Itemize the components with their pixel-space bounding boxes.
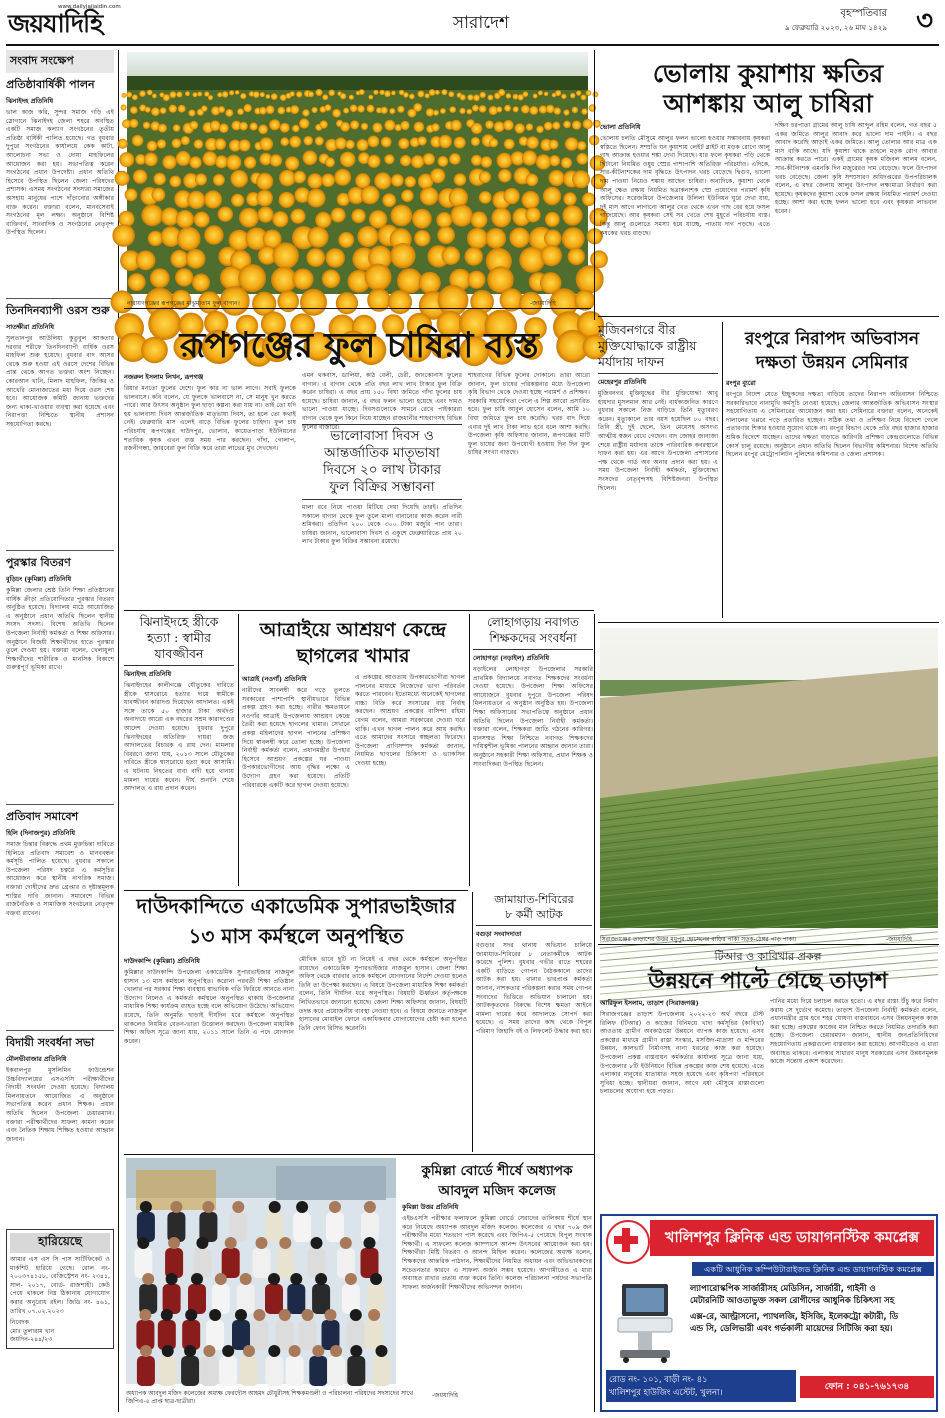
rangpur-headline-1: রংপুরে নিরাপদ অভিবাসন [744, 329, 919, 349]
veteran-byline: মেহেরপুর প্রতিনিধি [598, 378, 647, 386]
ultrasound-machine-icon [608, 1280, 684, 1364]
clinic-advertisement [600, 1214, 938, 1412]
marigold-field-image [127, 52, 588, 294]
subhead-line: আন্তর্জাতিক মাতৃভাষা [324, 445, 440, 461]
clinic-title: খালিশপুর ক্লিনিক এন্ড ডায়াগনস্টিক কমপ্লেক্স [650, 1220, 934, 1256]
bhola-byline: ভোলা প্রতিনিধি [600, 123, 641, 131]
newspaper-logo: জয়যাদিহি [8, 9, 103, 38]
jamaat-byline: বগুড়া সংবাদদাতা [476, 930, 522, 938]
clinic-address [606, 1370, 796, 1402]
rangpur-text: রংপুরে বিদেশ যেতে ইচ্ছুকদের দক্ষতা বাড়িয়ে তাদের নিরাপদ অভিবাসন নিশ্চিতে সরকারিভাবে নানামুখি কর্মসূচি নেওয়া হয়েছে। জেলার আন্তর্জাতিক অভিবাসন সংস্থার সহযোগিতায় এ সেমিনারের আয়োজন করা হয়। সেমিনারে বক্তারা বলেন, অনেকেই দালালের খপ্পরে পড়ে প্রতারিত হচ্ছেন। সঠিক তথ্য ও প্রশিক্ষণ নিয়ে বিদেশে গেলে প্রতারণার শিকার হওয়ার সুযোগ থাকে না। রংপুর বিভাগ থেকে প্রতি বছর হাজার হাজার শ্রমিক বিদেশে যাচ্ছেন। তাদের দক্ষতা বাড়াতে কারিগরি প্রশিক্ষণ কেন্দ্রগুলোতে বিভিন্ন কোর্স চালু রয়েছে। অনুষ্ঠানে প্রধান অতিথি ছিলেন বিভাগীয় কমিশনার। বিশেষ অতিথি ছিলেন রংপুর মেট্রোপলিটন পুলিশের কমিশনার ও জেলা প্রশাসক। [726, 391, 938, 459]
brief-item [6, 554, 114, 801]
brief-item [6, 76, 114, 295]
tarash-text-col1: সিরাজগঞ্জের তাড়াশ উপজেলায় ২০২২-২৩ অর্থ বছরে টেস্ট রিলিফ (টিআর) ও কাজের বিনিময়ে খাদ্য কর্মসূচির (কাবিখা) আওতায় গ্রামীণ অবকাঠামো উন্নয়নে ব্যাপক কাজ হয়েছে। এসব প্রকল্পের মাধ্যমে গ্রামীণ রাস্তা সংস্কার, মসজিদ-মাদ্রাসা ও মন্দিরের উন্নয়ন, কালভার্ট নির্মাণসহ নানা ধরনের কাজ করা হয়েছে। উপজেলা প্রকল্প বাস্তবায়ন কর্মকর্তার কার্যালয় সূত্রে জানা যায়, উপজেলার ৮টি ইউনিয়নে বিভিন্ন প্রকল্পের কাজ শেষ হয়েছে। এতে এলাকার মানুষের যাতায়াত সহজ হয়েছে এবং কৃষিপণ্য পরিবহনে সুবিধা হচ্ছে। স্থানীয়রা জানান, আগে বর্ষা মৌসুমে রাস্তাগুলো চলাচলের অযোগ্য হয়ে পড়ত। [600, 1011, 764, 1096]
paddy-field-image [600, 628, 938, 928]
clinic-services-intro [690, 1282, 934, 1306]
college-photo-caption: অধ্যাপক আবদুল মজিদ কলেজের অধ্যক্ষ ফেরদৌস আহমদ চৌধুরীসহ শিক্ষকমণ্ডলী ও পরিচালনা পরিষদের সদস্যদের সাথে জিপিএ-৫ প্রাপ্ত ছাত্র-ছাত্রীরা। [126, 1390, 413, 1405]
headline-line: মর্যাদায় দাফন [598, 354, 665, 369]
bhola-text-col2: দক্ষিণ চরপাতা গ্রামের আলু চাষি আব্দুল রহিম বলেন, গত বছর ৫ একর জমিতে আলুর আবাদ করে ভালো দাম পাইনি। এ বছর আবাদ করেছি আড়াই একর জমিতে। আলু তোলার আর মাত্র এক মাস বাকি আছে। যদি কুয়াশা থাকে তাহলে মড়ক রোগ আবার আক্রান্ত করতে পারে। একই গ্রামের কৃষক মজিবল আলম বলেন, সার-কীটনাশক এমনকি দিন মজুরেরও দাম বেড়েছে। ফলে উৎপাদন খরচ বেড়েছে। জেলা কৃষি সম্প্রসারণ অধিদপ্তরের উপপরিচালক বলেন, এ বছর জেলায় আলুর উৎপাদন লক্ষ্যমাত্রা নির্ধারণ করা হয়েছে। কৃষকদের কুয়াশা থেকে ফসল রক্ষায় নিয়মিত পরামর্শ দেওয়া হচ্ছে। আশা করা হচ্ছে ফলন ভালো হবে এবং কৃষকরা লাভবান হবেন। [775, 122, 937, 215]
rule [598, 622, 939, 623]
section-name: সারাদেশ [452, 13, 510, 33]
tarash-col2 [770, 998, 938, 1210]
atrai-col1 [242, 674, 350, 884]
lost-notice-signature: নিবেদক [10, 1319, 29, 1327]
brief-byline: মৌলভীবাজার প্রতিনিধি [6, 1055, 67, 1063]
rupganj-sub-text: মালা রবে নিয়ে পাওয়া মিটিয়ে দেয়া দিয়েছি তারই। প্রতিদিন সকালে বাগান থেকে ফুল তুলে মালা বানানোর কাজ করেন নারী শ্রমিকরা। প্রতিদিন ২০০ থেকে ৩০০ টাকা মজুরি পান তারা। চাষিরা জানান, ভালোবাসা দিবস ও একুশে ফেব্রুয়ারিতে প্রায় ২০ লাখ টাকার ফুল বিক্রির সম্ভাবনা রয়েছে। [302, 504, 462, 546]
brief-title: প্রতিবাদ সমাবেশ [6, 810, 79, 823]
jamaat-story [476, 892, 592, 1152]
column-divider [469, 614, 470, 886]
photo-credit: -জয়যাদিহি [530, 300, 557, 307]
headline-line: ঝিনাইদহে স্ত্রীকে [139, 614, 219, 629]
column-divider [722, 322, 723, 618]
atrai-byline: আত্রাই (নওগাঁ) প্রতিনিধি [242, 675, 307, 683]
website-url: www.dailyjaijaidin.com [58, 4, 121, 10]
bhola-headline-1: ভোলায় কুয়াশায় ক্ষতির [652, 59, 884, 88]
rangpur-headline-2: দক্ষতা উন্নয়ন সেমিনার [755, 353, 909, 373]
comilla-headline-1: কুমিল্লা বোর্ডে শীর্ষে অধ্যাপক [421, 1163, 573, 1179]
headline-line: শিক্ষকদের সংবর্ধনা [489, 631, 577, 645]
headline-line: হত্যা : স্বামীর [147, 630, 211, 645]
college-group-photo [126, 1158, 396, 1384]
veteran-headline [598, 322, 718, 370]
bhola-text-col1: ভোলায় চলতি মৌসুমে আলুর ফলন ভালো হওয়ার সম্ভাবনায় কৃষকরা স্বস্তিতে ছিলেন। সম্প্রতি ঘন কুয়াশায় লেইট ব্লাইট বা মড়ক রোগে আলু গাছ আক্রান্ত হওয়ার শঙ্কা দেখা দিয়েছে। যার ফলে কৃষকরা পড়ি থেকে ছিটানো নিয়মিত ওষুধ স্প্রের পাশাপাশি অতিরিক্ত পরিচর্যাও। এদিকে, সার-কীটনাশকের দাম বৃদ্ধিতে উৎপাদন খরচ বেড়েছে দ্বিগুণ, ভালো দাম পাওয়া নিয়েও শঙ্কায় আছেন চাষিরা। অন্যদিকে, কুয়াশা থেকে আলু ক্ষেত রক্ষায় নিয়মিত ছত্রাকনাশক স্প্রে প্রয়োগের পরামর্শ কৃষি অফিসের। সরেজমিনে উপজেলার উলিলা ইউনিয়ন ঘুরে দেখা যায়, দুই মাস আগে লাগানো আলুর খেত থেকে এখন গাছ বের হয়ে ফসল গজিয়েছে। আর কৃষকরা সেই সব খেতে শেষ মুহূর্তে পরিচর্যায় ব্যস্ত। কিন্তু আলু গুলোতে সমস্যা হয়ে যাচ্ছে, পাতায় দাগ পড়ছে। এতে কৃষকের খরচ বাড়ছে। [600, 135, 770, 237]
rule [124, 890, 468, 891]
rupganj-col2 [302, 372, 462, 604]
comilla-byline: কুমিল্লা উত্তর প্রতিনিধি [402, 1203, 459, 1211]
lohagara-text: নড়াইলের লোহাগড়া উপজেলার সরকারি প্রাথমিক বিদ্যালয়ে নবাগত শিক্ষকদের সংবর্ধনা দেওয়া হয়েছে। উপজেলা শিক্ষা অফিসের আয়োজনে বুধবার দুপুরে উপজেলা পরিষদ মিলনায়তনে এ অনুষ্ঠান অনুষ্ঠিত হয়। উপজেলা শিক্ষা অফিসারের সভাপতিত্বে অনুষ্ঠানে প্রধান অতিথি ছিলেন উপজেলা নির্বাহী কর্মকর্তা। বক্তারা বলেন, শিক্ষকরা জাতি গঠনের কারিগর। মানসম্মত শিক্ষা নিশ্চিতে নবাগত শিক্ষকদের দায়িত্বশীল ভূমিকা পালনের আহ্বান জানান তারা। অনুষ্ঠানে সহকারী শিক্ষা অফিসার, প্রধান শিক্ষক ও সাংবাদিকরা উপস্থিত ছিলেন। [473, 666, 593, 768]
weekday: বৃহস্পতিবার [840, 8, 887, 19]
lost-notice-ref: জয়দিন-২৪৪/২৩ [10, 1336, 53, 1344]
service-line: ল্যাপারোস্কপিক সার্জারীসহ মেডিসিন, সার্জারী, গাইনী ও [690, 1283, 876, 1293]
clinic-logo-icon [606, 1220, 650, 1264]
jhenaidah-headline [124, 614, 234, 662]
brief-text: সুলতানপুর আউলিয়া কুতুবুল আকতার দরবার শরীফে তিনদিনব্যাপী বার্ষিক ওরস মাহফিল শুরু হয়েছে। বুধবার বাদ আসর থেকে শুরু হওয়া এই ওরসে দেশের বিভিন্ন প্রান্ত থেকে আগত ভক্তরা অংশ নিচ্ছেন। কোরআন খানি, মিলাদ মাহফিল, জিকির ও আখেরি মোনাজাতের মধ্য দিয়ে ওরস শেষ হবে। আয়োজক কমিটি জানায় ভক্তদের জন্য থাকা-খাওয়ার ব্যবস্থা করা হয়েছে এবং নিরাপত্তা নিশ্চিতে স্থানীয় প্রশাসন সহযোগিতা করছে। [6, 335, 114, 428]
brief-item [6, 1034, 114, 1221]
brief-title: পুরস্কার বিতরণ [6, 556, 71, 569]
brief-byline: বুড়িচং (কুমিল্লা) প্রতিনিধি [6, 575, 72, 583]
rupganj-text-col1: রিয়ার মনতো ফুলের দেশে। ফুল কার না ভাল লাগে। সবাই ফুলকে ভালবাসে। কবি বলেন, যে ফুলকে ভালবাসে না, সে মানুষ খুন করতে পারে। আর উৎসব অনুষ্ঠান ফুল ছাড়া কল্পনা করা যায় না। তাই তো যদি হয় ভালবাসা দিবস আন্তর্জাতিক মাতৃভাষা দিবস, তা হলে তো কথাই নেই। ফেব্রুয়ারি মাস এলেই বাড়ে বিভিন্ন ফুলের চাহিদা। ফুল চাষ পরিচর্যায় রূপগঞ্জের দাউদপুর, ভোলাব, কায়েতপাড়া ইউনিয়নের শতাধিক কৃষক এখন ব্যস্ত সময় পার করছেন। গাঁদা, গোলাপ, রজনীগন্ধা, জারবেরা ফুল বিক্রি করে তারা লাভের মুখ দেখছেন। [124, 385, 296, 453]
brief-text: কুমিল্লা জেলার শ্রেষ্ঠ তিনি শিক্ষা প্রতিষ্ঠানের বার্ষিক ক্রীড়া প্রতিযোগিতার পুরস্কার বিতরণ অনুষ্ঠিত হয়েছে। বিদ্যালয় মাঠে আয়োজিত এ অনুষ্ঠানে প্রধান অতিথি ছিলেন স্থানীয় সংসদ সদস্য। বিশেষ অতিথি ছিলেন উপজেলা নির্বাহী কর্মকর্তা ও শিক্ষা অফিসার। অনুষ্ঠানে বিজয়ী শিক্ষার্থীদের হাতে পুরস্কার তুলে দেওয়া হয়। বক্তারা বলেন, খেলাধুলা শিক্ষার্থীদের শারীরিক ও মানসিক বিকাশে গুরুত্বপূর্ণ ভূমিকা রাখে। [6, 587, 114, 672]
jhenaidah-story [124, 614, 234, 890]
rangpur-story [726, 378, 938, 618]
column-divider [594, 50, 595, 320]
column-divider [594, 614, 595, 1412]
brief-byline: ঝিনাইদহ প্রতিনিধি [6, 97, 54, 105]
subhead-line: দিবসে ২০ লাখ টাকার [322, 462, 442, 478]
subhead-line: ফুল বিক্রির সম্ভাবনা [329, 479, 435, 495]
rice-field-photo [600, 628, 938, 928]
tarash-headline: উন্নয়নে পাল্টে গেছে তাড়াশ [648, 968, 888, 994]
service-line: এন্ড সি, ডেলিভারী এবং গর্ভকালী মায়েদের সিটিজি করা হয়। [690, 1323, 893, 1333]
column-divider [238, 614, 239, 886]
clinic-phone: ফোন : ০৪১-৭৬১৭৩৪ [800, 1376, 934, 1398]
daudkandi-text-col2: মৌখিক ভাবে ছুটি না নিয়েই এ বছর থেকে কর্মস্থলে অনুপস্থিত রয়েছেন একাডেমিক সুপারভাইজার নাজমুল হাসান। জেলা শিক্ষা অফিস থেকে বারবার তাকে কর্মস্থলে যোগদানের নির্দেশ দেওয়া হলেও তিনি তা উপেক্ষা করছেন। এ বিষয়ে উপজেলা মাধ্যমিক শিক্ষা কর্মকর্তা বলেন, তিনি দীর্ঘদিন ধরে অনুপস্থিত। বিষয়টি ঊর্ধ্বতন কর্তৃপক্ষকে লিখিতভাবে জানানো হয়েছে। জেলা শিক্ষা অফিসার জানান, বিষয়টি তদন্ত করে প্রয়োজনীয় ব্যবস্থা নেওয়া হবে। এ বিষয়ে জানতে নাজমুল হাসানের মোবাইল ফোনে একাধিকবার যোগাযোগের চেষ্টা করা হলেও তিনি ফোন রিসিভ করেননি। [299, 956, 467, 1032]
lost-notice [6, 1229, 114, 1349]
daudkandi-col2 [299, 956, 467, 1152]
brief-text: ভাল কাজ করি, সুন্দর সমাজ গড়ি এই স্লোগানে ঝিনাইদহ জেলা শহরে অবস্থিত একটি সমাজ কল্যাণ সংগঠনের তৃতীয় প্রতিষ্ঠা বার্ষিকী পালিত হয়েছে। গত বুধবার দুপুরে সংগঠনের কার্যালয়ে কেক কাটা, আলোচনা সভা ও দোয়া মাহফিলের আয়োজন করা হয়। সভাপতিত্ব করেন সংগঠনের প্রধান উপদেষ্টা। প্রধান অতিথি হিসেবে উপস্থিত ছিলেন জেলা পরিষদের প্রশাসক। এসময় সংগঠনের সদস্যরা সমাজের অসহায় মানুষের পাশে দাঁড়ানোর অঙ্গীকার ব্যক্ত করেন। বক্তারা বলেন, মানবসেবাই সংগঠনের মূল লক্ষ্য। অনুষ্ঠানে বিশিষ্ট ব্যক্তিবর্গ, সাংবাদিক ও সংগঠনের নেতৃবৃন্দ উপস্থিত ছিলেন। [6, 109, 114, 237]
lost-notice-title: হারিয়েছে [10, 1233, 110, 1253]
jhenaidah-text: ঝিনাইদহের কালীগঞ্জে যৌতুকের দাবিতে স্ত্রীকে শ্বাসরোধে হত্যার দায়ে স্বামীকে যাবজ্জীবন কারাদণ্ড দিয়েছেন আদালত। একই সঙ্গে তাকে ৫০ হাজার টাকা অর্থদণ্ড অনাদায়ে আরো এক বছরের সশ্রম কারাদণ্ডের আদেশ দেওয়া হয়েছে। বুধবার দুপুরে ঝিনাইদহের অতিরিক্ত দায়রা জজ আদালতের বিচারক এ রায় দেন। মামলার বিবরণে জানা যায়, ২০১৩ সালে যৌতুকের দাবিতে স্ত্রীকে শ্বাসরোধে হত্যা করে আসামি। এ ঘটনায় নিহতের বাবা বাদী হয়ে থানায় মামলা দায়ের করেন। দীর্ঘ শুনানি শেষে আদালত এ রায় প্রদান করেন। [124, 682, 235, 793]
clinic-subtitle: একটি আধুনিক কম্পিউটারাইজড ক্লিনিক এন্ড ডায়াগনস্টিক কমপ্লেক্স [692, 1262, 934, 1276]
daudkandi-byline: দাউদকান্দি (কুমিল্লা) প্রতিনিধি [124, 957, 200, 965]
headline-line: লোহাগড়ায় নবাগত [486, 615, 580, 629]
atrai-col2 [355, 674, 465, 884]
lohagara-headline [473, 614, 593, 646]
sidebar-divider [118, 50, 119, 1412]
comilla-story [402, 1202, 592, 1390]
daudkandi-headline-2: ১৩ মাস কর্মস্থলে অনুপস্থিত [188, 924, 404, 948]
masthead-rule [6, 44, 939, 46]
veteran-story [598, 322, 718, 622]
rupganj-headline: রূপগঞ্জের ফুল চাষিরা ব্যস্ত [179, 325, 539, 366]
subhead-line: ভালোবাসা দিবস ও [330, 428, 434, 444]
jhenaidah-byline: ঝিনাইদহ প্রতিনিধি [124, 670, 172, 678]
daudkandi-headline-1: দাউদকান্দিতে একাডেমিক সুপারভাইজার [136, 894, 456, 918]
rangpur-byline: রংপুর ব্যুরো [726, 379, 756, 387]
lost-notice-text: আমার এস এস সি পাস সার্টিফিকেট ও মার্কশিট হারিয়ে গেছে। রোল নং- ২০০৩৭৪১৫৮, রেজিস্ট্রেশন নং- ২৩৪১, সাল- ২০১৭, বোর্ড- রাজশাহী। কেউ পেয়ে থাকলে নিম্ন ঠিকানায় যোগাযোগ করার অনুরোধ রইল। জিডি নং- ৪৬১, তারিখ ০৭.০২.২০২৩ [10, 1256, 110, 1315]
atrai-headline-2: ছাগলের খামার [296, 645, 410, 667]
lost-notice-name: মোঃ তুলারাম খান [10, 1327, 55, 1335]
news-briefs-sidebar [6, 50, 114, 1418]
rupganj-col1 [124, 372, 296, 604]
brief-byline: হিলি (দিনাজপুর) প্রতিনিধি [6, 829, 75, 837]
rice-photo-credit: -জয়যাদিহি [886, 936, 913, 943]
lohagara-story [473, 614, 593, 886]
jamaat-text: বগুড়ার সদর থানায় অভিযান চালিয়ে জামায়াত-শিবিরের ৮ নেতাকর্মীকে আটক করেছে পুলিশ। বুধবার গভীর রাতে শহরের একটি বাড়িতে গোপন বৈঠককালে তাদের আটক করা হয়। থানার ভারপ্রাপ্ত কর্মকর্তা জানান, নাশকতার পরিকল্পনা করার সময় গোপন সংবাদের ভিত্তিতে অভিযান চালানো হয়। আটককৃতদের বিরুদ্ধে বিশেষ ক্ষমতা আইনে মামলা দায়ের করে আদালতে সোপর্দ করা হয়েছে। এ সময় তাদের কাছ থেকে বিপুল পরিমাণ জিহাদি বই ও লিফলেট উদ্ধার করা হয়। [476, 942, 592, 1035]
jamaat-headline [476, 892, 592, 922]
comilla-headline-2: আবদুল মজিদ কলেজ [438, 1183, 556, 1199]
page-number: ৩ [916, 6, 933, 36]
bhola-story-col1 [600, 122, 770, 310]
rupganj-text-col2: এমন থকবাস, ডালিয়া, কাঠ বেলী, চেরী, জাংকোনাস ফুলের বাগান। এ বাগান থেকে প্রতি বছর লাখ লাখ টাকার ফুল বিক্রি করেন চাষিরা। এ বছর প্রায় ১৫০ বিঘা জমিতে গাঁদা ফুলের চাষ হয়েছে। চাষিরা জানান, এ বছর ফলন ভালো হয়েছে এবং দামও ভালো পাওয়া যাচ্ছে। দিবসগুলোকে সামনে রেখে পাইকাররা বাগান থেকে ফুল কিনে নিয়ে যাচ্ছেন রাজধানীর শাহবাগসহ বিভিন্ন ফুলের বাজারে। [302, 372, 462, 431]
column-divider [472, 892, 473, 1152]
tarash-col1 [600, 998, 764, 1210]
headline-line: মুজিবনগরে বীর [598, 322, 676, 337]
rupganj-text-col3: শাহবাগের বিভিন্ন ফুলের দোকানে। তারা আরো জানান, ফুল চাষের পরিকল্পনার মধ্যে উপজেলা কৃষি বিভাগ থেকে দেওয়া হচ্ছে পরামর্শ ও প্রশিক্ষণ। সরকারি সহযোগিতা পেলে এ শিল্প আরো প্রসারিত হবে। ফুল চাষি আবুল হোসেন বলেন, আমি ১০ বিঘা জমিতে ফুল চাষ করেছি। খরচ বাদ দিয়ে এবার দুই লাখ টাকা লাভ হবে বলে আশা করছি। উপজেলা কৃষি অফিসার জানান, রূপগঞ্জের মাটি ফুল চাষের জন্য উপযোগী হওয়ায় দিন দিন ফুল চাষির সংখ্যা বাড়ছে। [468, 372, 590, 457]
service-line: এক্স-রে, আল্ট্রাসনো, প্যাথলজি, ইসিজি, ইলেকট্রো কটারী, ডি [690, 1311, 899, 1321]
atrai-text-col2: এ প্রকল্পের আওতায় উপকারভোগীরা ছাগল পালনের মাধ্যমে নিজেদের ভাগ্য পরিবর্তন করতে পারবেন। ইতোমধ্যে অনেকেই ছাগলের বাচ্চা বিক্রি করে সংসারের ব্যয় নির্বাহ করছেন। আশ্রয়ণ প্রকল্পের বাসিন্দা রহিমা বেগম বলেন, আমরা সরকারের দেওয়া ঘরে থাকি। এখন ছাগল পালন করে আয় করছি। এতে আমাদের সংসারে স্বচ্ছলতা ফিরেছে। উপজেলা প্রাণিসম্পদ কর্মকর্তা জানান, নিয়মিত ছাগলের চিকিৎসা ও ভ্যাকসিন দেওয়া হচ্ছে। [355, 674, 465, 767]
rule [598, 316, 939, 317]
headline-line: জামায়াত-শিবিরের [494, 893, 574, 906]
brief-item [6, 808, 114, 1027]
masthead [0, 0, 945, 46]
brief-item [6, 302, 114, 547]
briefs-title: সংবাদ সংক্ষেপ [6, 50, 114, 73]
veteran-text: মুজিবনগর মুক্তিযুদ্ধের বীর মুক্তিযোদ্ধা আবু হায়দার মুসলমান আর নেই। বার্ধক্যজনিত কারণে বুধবার সকালে নিজ বাড়িতে তিনি মৃত্যুবরণ করেন। মৃত্যুকালে তার বয়স হয়েছিল ৮০ বছর। তিনি স্ত্রী, দুই ছেলে, তিন মেয়েসহ অসংখ্য আত্মীয় স্বজন রেখে গেছেন। বাদ জোহর জানাজা শেষে রাষ্ট্রীয় মর্যাদায় তাকে পারিবারিক কবরস্থানে দাফন করা হয়। এর আগে উপজেলা প্রশাসনের পক্ষ থেকে গার্ড অব অনার প্রদান করা হয়। এ সময় উপজেলা নির্বাহী কর্মকর্তা, মুক্তিযোদ্ধা সংসদের নেতৃবৃন্দসহ বিশিষ্টজনরা উপস্থিত ছিলেন। [598, 390, 718, 492]
atrai-text-col1: নারীদের সাবলম্বী করে গড়ে তুলতে সরকারের পাশাপাশি স্থানীয়ভাবে বিভিন্ন প্রকল্প গ্রহণ করা হচ্ছে। নারীর ক্ষমতায়নে নওগাঁর আত্রাই উপজেলায় আশ্রয়ণ কেন্দ্রে তৈরী করা হয়েছে ছাগলের খামার। সেখানে প্রকল্প মহিলাদের ছাগল পালনের প্রশিক্ষণ দিয়ে স্বাবলম্বী করে তোলা হচ্ছে। উপজেলা নির্বাহী কর্মকর্তা বলেন, প্রধানমন্ত্রীর উপহার হিসেবে আশ্রয়ণ প্রকল্পের ঘর পাওয়া উপকারভোগীদের আয় বৃদ্ধির লক্ষ্যে এ উদ্যোগ গ্রহণ করা হয়েছে। প্রতিটি পরিবারকে একটি করে ছাগল দেওয়া হয়েছে। [242, 687, 350, 789]
daudkandi-col1 [124, 956, 294, 1152]
rule [124, 610, 594, 611]
rupganj-col3 [468, 372, 590, 604]
clinic-services [690, 1310, 934, 1334]
date: ৯ ফেব্রুয়ারি ২০২৩, ২৬ মাঘ ১৪২৯ [784, 23, 887, 32]
students-group-image [126, 1158, 396, 1384]
brief-byline: সাতক্ষীরা প্রতিনিধি [6, 323, 54, 331]
photo-caption: নারায়ণগঞ্জের রূপগঞ্জের মাঝুমাতাম ফুল বাগান। [127, 300, 240, 307]
rule [124, 1154, 594, 1155]
bhola-story-col2 [775, 122, 937, 310]
flower-field-photo [127, 52, 588, 294]
rupganj-subhead [302, 424, 462, 500]
rule [124, 308, 591, 309]
brief-text: ইকবালপুর মুসলিমিন ফাউন্ডেশন উচ্চবিদ্যালয়ের এসএসসি পরীক্ষার্থীদের বিদায়ী সংবর্ধনা দেওয়া হয়েছে। বিদ্যালয় মিলনায়তনে আয়োজিত এ অনুষ্ঠানে সভাপতিত্ব করেন প্রধান শিক্ষক। প্রধান অতিথি ছিলেন উপজেলা চেয়ারম্যান। বক্তারা পরীক্ষার্থীদের সাফল্য কামনা করেন এবং নৈতিক শিক্ষায় শিক্ষিত হওয়ার আহ্বান জানান। [6, 1067, 114, 1143]
tarash-text-col2: পানির মধ্যে দিয়ে চলাচল করতে হতো। এ বছর রাস্তা উঁচু করে নির্মাণ করায় সে দুর্ভোগ কমেছে। তাড়াশ উপজেলা নির্বাহী কর্মকর্তা বলেন, প্রধানমন্ত্রীর গ্রাম হবে শহর ঘোষণা বাস্তবায়নে এসব উন্নয়নমূলক কাজ করা হচ্ছে। প্রকল্পের কাজের মান নিশ্চিত করতে নিয়মিত তদারকি করা হচ্ছে। উপজেলা চেয়ারম্যান জানান, স্থানীয় জনপ্রতিনিধিদের সহযোগিতায় প্রকল্পগুলো বাস্তবায়ন করা হয়েছে। আগামীতেও এ ধারা অব্যাহত থাকবে। এলাকার সাধারণ মানুষ সরকারের এসব উন্নয়নমূলক কাজে সন্তোষ প্রকাশ করেছেন। [770, 998, 938, 1066]
headline-line: ৮ কর্মী আটক [505, 908, 563, 921]
brief-text: সমাজ চিন্তার বিরুদ্ধে প্রথম মুক্তচিন্তা দাবিতে হিলিতে প্রতিবাদ সমাবেশ ও মানববন্ধন কর্মসূচি পালিত হয়েছে। বুধবার সকালে উপজেলা পরিষদ চত্বরে এ কর্মসূচির আয়োজন করে স্থানীয় নাগরিক সমাজ। বক্তারা দোষীদের দ্রুত গ্রেপ্তার ও দৃষ্টান্তমূলক শাস্তির দাবি জানান। সমাবেশে বিভিন্ন রাজনৈতিক ও সামাজিক সংগঠনের নেতৃবৃন্দ বক্তব্য রাখেন। [6, 841, 114, 917]
brief-title: প্রতিষ্ঠাবার্ষিকী পালন [6, 78, 95, 91]
lohagara-byline: লোহাগড়া (নড়াইল) প্রতিনিধি [473, 654, 550, 662]
headline-line: যাবজ্জীবন [154, 646, 204, 661]
daudkandi-text-col1: কুমিল্লার দাউদকান্দি উপজেলা একাডেমিক সুপারভাইজার নাজমুল হাসান ১৩ মাস কর্মস্থলে অনুপস্থিত। করোনা পরবর্তী শিক্ষা প্রতিষ্ঠান খোলার পর সরকার শিক্ষা ব্যবস্থায় স্বাভাবিক গতি ফিরিয়ে আনতে নানা উদ্যোগ নিলেও এ কর্মকর্তা কর্মস্থলে অনুপস্থিত থাকায় উপজেলার মাধ্যমিক শিক্ষা কার্যক্রম ব্যাহত হচ্ছে বলে অভিযোগ উঠেছে। অভিযোগ রয়েছে, তিনি অনুমতি ছাড়াই দীর্ঘদিন ধরে কর্মস্থলে অনুপস্থিত থাকলেও নিয়মিত বেতন-ভাতা উত্তোলন করছেন। উপজেলা মাধ্যমিক শিক্ষা অফিস সূত্রে জানা যায়, ২০১১ সালে তিনি এ পদে যোগদান করেন। [124, 969, 294, 1045]
comilla-text: এইচএসসি পরীক্ষার ফলাফলে কুমিল্লা বোর্ডে সেরাদের তালিকায় শীর্ষে স্থান করে নিয়েছে অধ্যাপক আবদুল মজিদ কলেজ। কলেজের এ বছর ৭০৯ জন পরীক্ষার্থীর মধ্যে শতভাগ পাস করেছে এবং জিপিএ-৫ পেয়েছে বিপুল সংখ্যক শিক্ষার্থী। এ সাফল্যে কলেজ ক্যাম্পাসে আনন্দ উৎসবের আয়োজন করা হয়। শিক্ষার্থীরা মিষ্টি বিতরণ ও আনন্দ মিছিল করেন। কলেজের অধ্যক্ষ বলেন, শিক্ষকদের আন্তরিক পাঠদান, শিক্ষার্থীদের নিয়মিত অধ্যয়ন এবং অভিভাবকদের সচেতনতার কারণে এ সাফল্য অর্জন সম্ভব হয়েছে। আগামীতেও এ ধারা অব্যাহত রাখার প্রত্যয় ব্যক্ত করেন তিনি। কলেজ পরিচালনা পর্ষদের সভাপতি সাফল্য অর্জনকারী শিক্ষার্থীদের অভিনন্দন জানান। [402, 1215, 592, 1291]
address-line: খালিশপুর হাউজিং এস্টেট, খুলনা। [609, 1387, 723, 1397]
rule [598, 944, 939, 945]
bhola-headline-2: আশঙ্কায় আলু চাষিরা [663, 89, 873, 118]
college-photo-credit: -জয়যাদিহি [432, 1392, 459, 1399]
atrai-headline-1: আত্রাইয়ে আশ্রয়ণ কেন্দ্রে [259, 619, 447, 641]
service-line: মেটারনিটি আওতাভুক্ত সকল রোগীদের আধুনিক চিকিৎসা সহ [690, 1295, 895, 1305]
rupganj-byline: নজরুল ইসলাম লিখন, রূপগঞ্জ [124, 373, 204, 381]
rice-photo-caption: সিরাজগঞ্জের তাড়াশের উত্তর মধুপুর হোসেনের বাড়ির পাকা সড়ক-ঠেঙ্গর পাড় পাকা। [600, 936, 797, 943]
address-line: রোড নং- ১০১, বাড়ী নং- ৪১ [609, 1374, 708, 1384]
brief-title: বিদায়ী সংবর্ধনা সভা [6, 1036, 95, 1049]
headline-line: মুক্তিযোদ্ধাকে রাষ্ট্রীয় [598, 338, 697, 353]
tarash-kicker: টিআর ও কাবিখার প্রকল্প [714, 950, 822, 963]
brief-title: তিনদিনব্যাপী ওরস শুরু [6, 304, 110, 317]
tarash-byline: আরিফুল ইসলাম, তাড়াশ (সিরাজগঞ্জ) [600, 999, 699, 1007]
